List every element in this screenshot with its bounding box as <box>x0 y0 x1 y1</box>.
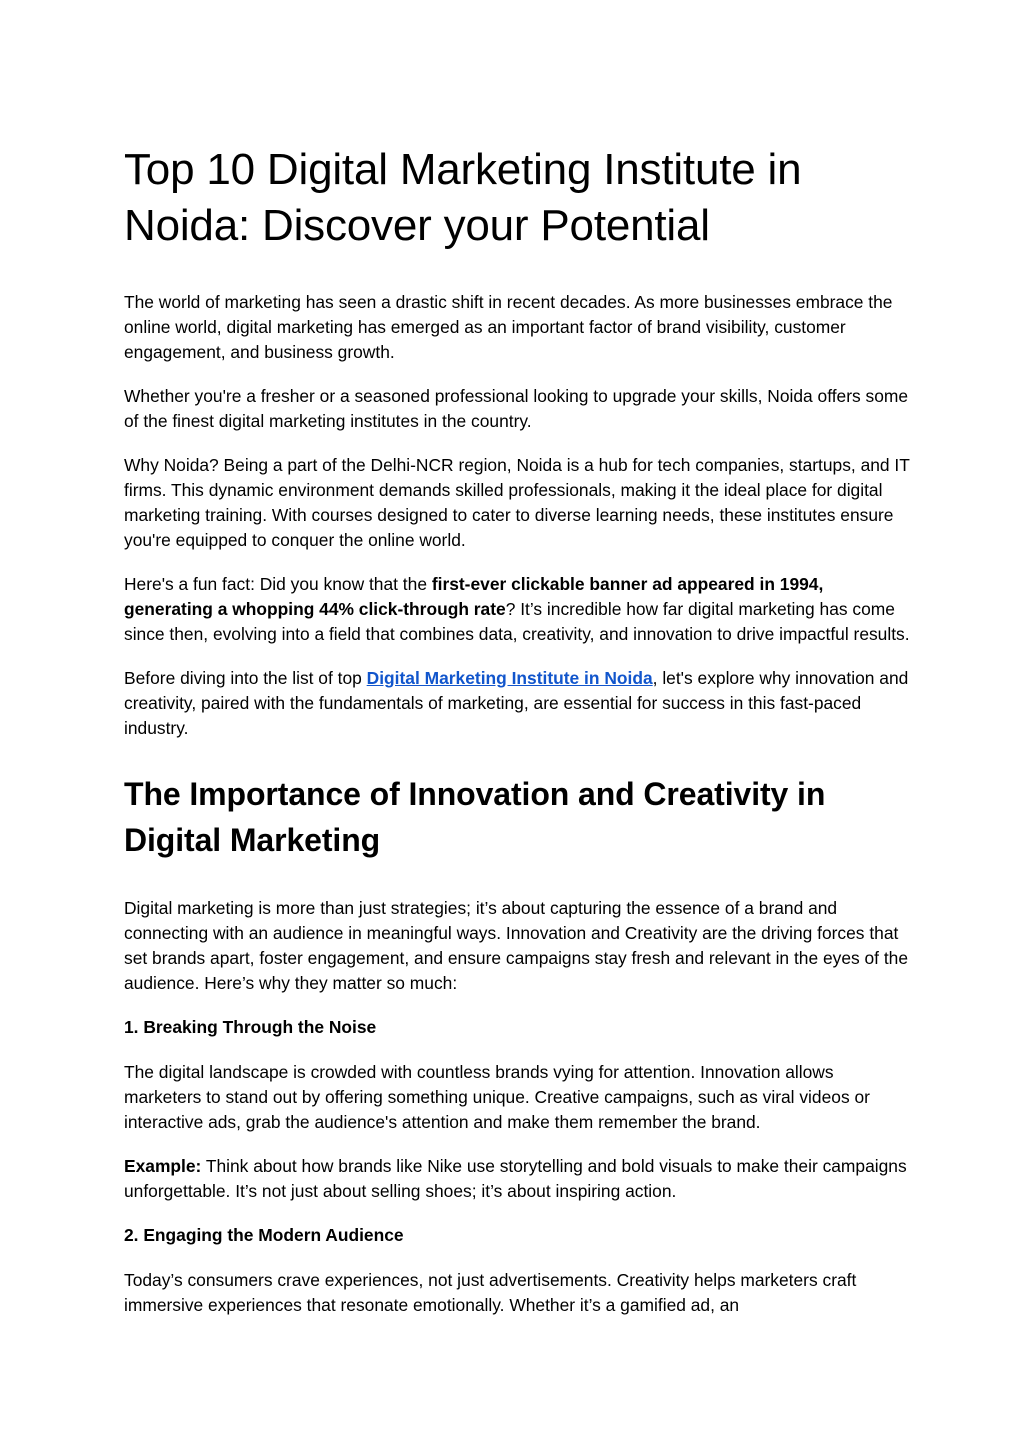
before-list-text-after: , let's explore why innovation and creativity, paired with the fundamentals of marketing, are essential for success in this fast-paced industry. <box>124 668 909 738</box>
section-heading: The Importance of Innovation and Creativity in Digital Marketing <box>124 776 826 858</box>
before-list-paragraph <box>124 666 914 741</box>
fun-fact-text-before: Here's a fun fact: Did you know that the <box>124 574 432 594</box>
breaking-noise-paragraph: The digital landscape is crowded with countless brands vying for attention. Innovation allows marketers to stand out by offering something unique. Creative campaigns, such as viral videos or interactive ads, grab the audience's attention and make them remember the brand. <box>124 1062 870 1132</box>
example-label: Example: <box>124 1156 202 1176</box>
intro-paragraph: The world of marketing has seen a drastic shift in recent decades. As more businesses embrace the online world, digital marketing has emerged as an important factor of brand visibility, customer engagement, and business growth. <box>124 292 893 362</box>
fun-fact-text-after: ? It’s incredible how far digital marketing has come since then, evolving into a field that combines data, creativity, and innovation to drive impactful results. <box>124 599 910 644</box>
engaging-audience-paragraph: Today’s consumers crave experiences, not just advertisements. Creativity helps marketers craft immersive experiences that resonate emotionally. Whether it’s a gamified ad, an <box>124 1270 857 1315</box>
example-text: Think about how brands like Nike use storytelling and bold visuals to make their campaigns unforgettable. It’s not just about selling shoes; it’s about inspiring action. <box>124 1156 907 1201</box>
before-list-text-before: Before diving into the list of top <box>124 668 367 688</box>
page-title: Top 10 Digital Marketing Institute in Noida: Discover your Potential <box>124 145 802 250</box>
why-noida-paragraph: Why Noida? Being a part of the Delhi-NCR region, Noida is a hub for tech companies, startups, and IT firms. This dynamic environment demands skilled professionals, making it the ideal place for digital marketing training. With courses designed to cater to diverse learning needs, these institutes ensure you're equipped to conquer the online world. <box>124 455 910 550</box>
document-page <box>124 142 914 1337</box>
subheading-engaging-audience: 2. Engaging the Modern Audience <box>124 1225 404 1245</box>
fun-fact-bold-text: first-ever clickable banner ad appeared in 1994, generating a whopping 44% click-through rate <box>124 574 824 619</box>
institute-link[interactable]: Digital Marketing Institute in Noida <box>366 668 653 688</box>
fun-fact-paragraph <box>124 572 914 647</box>
importance-paragraph: Digital marketing is more than just strategies; it’s about capturing the essence of a brand and connecting with an audience in meaningful ways. Innovation and Creativity are the driving forces that set brands apart, foster engagement, and ensure campaigns stay fresh and relevant in the eyes of the audience. Here’s why they matter so much: <box>124 898 909 993</box>
noida-offers-paragraph: Whether you're a fresher or a seasoned professional looking to upgrade your skills, Noida offers some of the finest digital marketing institutes in the country. <box>124 386 909 431</box>
example-paragraph <box>124 1154 914 1204</box>
subheading-breaking-noise: 1. Breaking Through the Noise <box>124 1017 377 1037</box>
